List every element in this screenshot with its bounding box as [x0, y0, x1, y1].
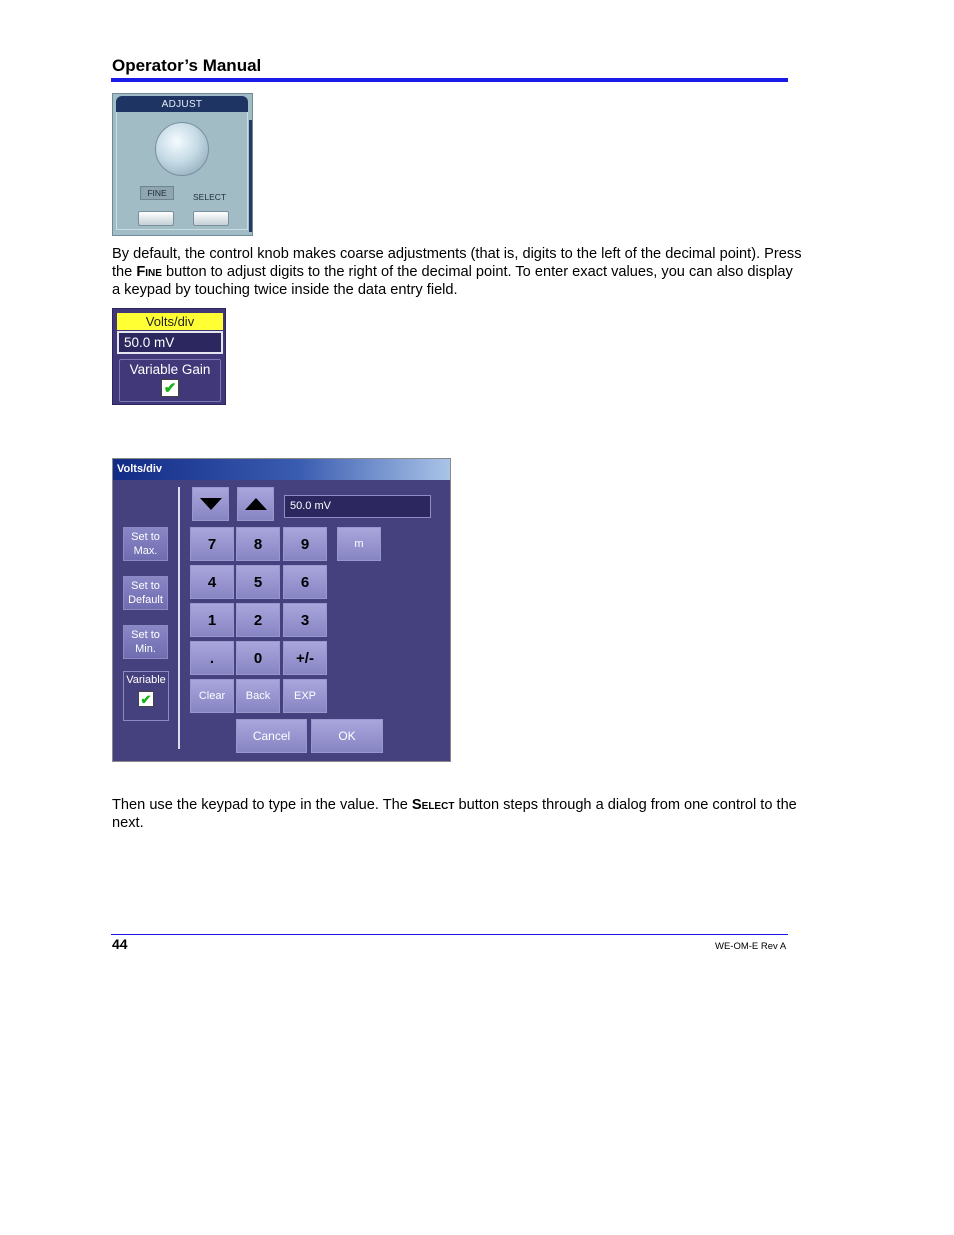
increment-button[interactable]: [237, 487, 274, 521]
fine-label: FINE: [140, 186, 174, 200]
key-8[interactable]: 8: [236, 527, 280, 561]
exp-button[interactable]: EXP: [283, 679, 327, 713]
keypad-value-field[interactable]: 50.0 mV: [284, 495, 431, 518]
variable-gain-checkbox[interactable]: [161, 379, 179, 397]
ok-button[interactable]: OK: [311, 719, 383, 753]
checkmark-icon: ✔: [163, 379, 177, 397]
adjust-panel-figure: [112, 93, 253, 236]
select-button[interactable]: [193, 211, 229, 226]
page-header-title: Operator’s Manual: [112, 56, 262, 75]
fine-keyword: Fine: [136, 264, 162, 280]
triangle-down-icon: [200, 498, 222, 510]
key-9[interactable]: 9: [283, 527, 327, 561]
volts-div-field[interactable]: 50.0 mV: [117, 331, 223, 354]
checkmark-icon: ✔: [140, 691, 152, 707]
key-4[interactable]: 4: [190, 565, 234, 599]
clear-button[interactable]: Clear: [190, 679, 234, 713]
set-to-min-button[interactable]: Set to Min.: [123, 625, 168, 659]
variable-label: Variable: [126, 674, 166, 686]
page-number: 44: [112, 936, 128, 952]
keypad-dialog: [112, 458, 451, 762]
para1-text-end: button to adjust digits to the right of the decimal point. To enter exact values, you can also display a keypad by touching twice inside the data entry field.: [112, 264, 793, 298]
cancel-button[interactable]: Cancel: [236, 719, 307, 753]
header-rule: [111, 78, 788, 82]
set-to-default-button[interactable]: Set to Default: [123, 576, 168, 610]
back-button[interactable]: Back: [236, 679, 280, 713]
document-id: WE-OM-E Rev A: [715, 941, 787, 952]
key-milli[interactable]: m: [337, 527, 381, 561]
control-knob-icon[interactable]: [155, 122, 209, 176]
footer-rule: [111, 934, 788, 935]
variable-checkbox[interactable]: [138, 691, 154, 707]
paragraph-fine-adjust: [112, 245, 802, 299]
variable-box[interactable]: [123, 671, 169, 721]
para2-text-end: button steps through a dialog from one control to the next.: [112, 797, 797, 831]
adjust-side-bar: [249, 120, 252, 232]
variable-gain-box[interactable]: [119, 359, 221, 402]
dialog-separator: [178, 487, 180, 749]
key-3[interactable]: 3: [283, 603, 327, 637]
key-6[interactable]: 6: [283, 565, 327, 599]
key-5[interactable]: 5: [236, 565, 280, 599]
para2-text-start: Then use the keypad to type in the value. The: [112, 797, 412, 813]
variable-gain-label: Variable Gain: [129, 362, 211, 377]
key-1[interactable]: 1: [190, 603, 234, 637]
select-keyword: Select: [411, 797, 455, 813]
volts-div-widget: [112, 308, 226, 405]
select-label: SELECT: [193, 192, 227, 202]
key-sign[interactable]: +/-: [283, 641, 327, 675]
volts-div-title: Volts/div: [117, 313, 223, 330]
decrement-button[interactable]: [192, 487, 229, 521]
triangle-up-icon: [245, 498, 267, 510]
key-0[interactable]: 0: [236, 641, 280, 675]
set-to-max-button[interactable]: Set to Max.: [123, 527, 168, 561]
fine-button[interactable]: [138, 211, 174, 226]
para1-text-start: By default, the control knob makes coarse adjustments (that is, digits to the left of the decimal point). Press the: [112, 246, 802, 280]
adjust-tab-label: ADJUST: [116, 96, 248, 112]
keypad-dialog-title: Volts/div: [113, 459, 450, 480]
paragraph-select: [112, 796, 802, 832]
key-2[interactable]: 2: [236, 603, 280, 637]
key-decimal[interactable]: .: [190, 641, 234, 675]
key-7[interactable]: 7: [190, 527, 234, 561]
